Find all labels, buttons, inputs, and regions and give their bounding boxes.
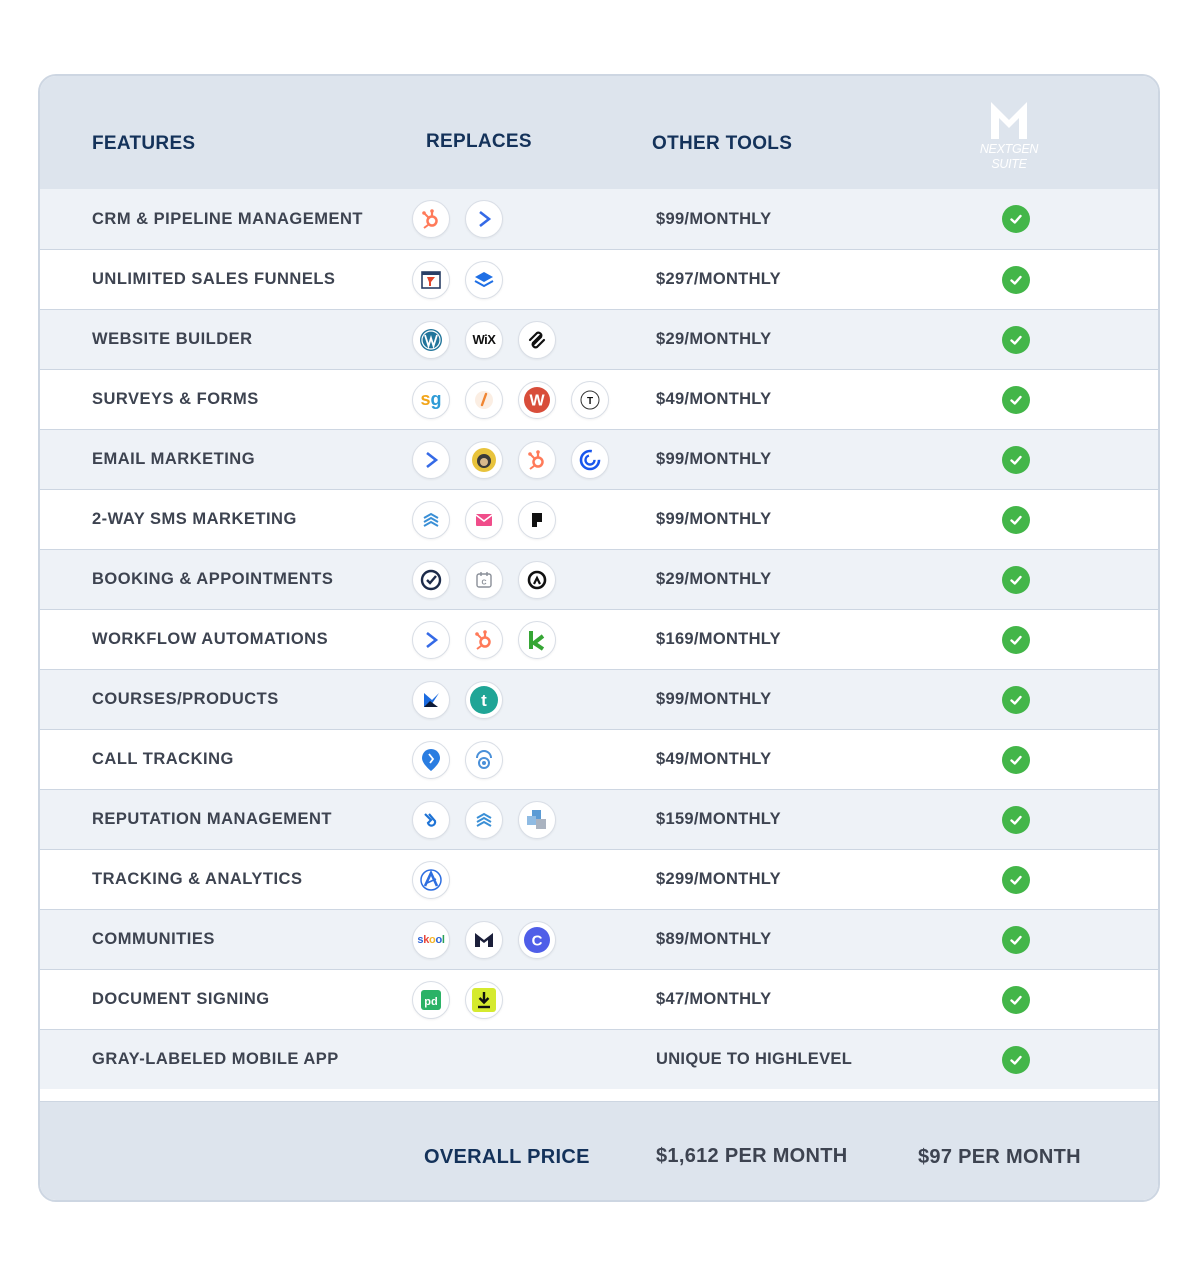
- check-icon: [1002, 266, 1030, 294]
- table-row: [40, 729, 1158, 789]
- callrail-icon: [412, 741, 450, 779]
- suite-total: $97 PER MONTH: [918, 1146, 1081, 1168]
- callsource-icon: [465, 741, 503, 779]
- other-tools-price: $99/MONTHLY: [656, 209, 772, 228]
- constantcontact-icon: [571, 441, 609, 479]
- docsign-icon: [465, 981, 503, 1019]
- reputation-icon: [518, 801, 556, 839]
- check-icon: [1002, 506, 1030, 534]
- check-icon: [1002, 866, 1030, 894]
- table-row: [40, 549, 1158, 609]
- hubspot-icon: [465, 621, 503, 659]
- check-icon: [1002, 446, 1030, 474]
- hubspot-icon: [412, 200, 450, 238]
- other-tools-price: $29/MONTHLY: [656, 570, 772, 588]
- svg-text:pd: pd: [424, 995, 438, 1008]
- check-icon: [1002, 566, 1030, 594]
- table-header: [40, 76, 1158, 189]
- feature-name: CALL TRACKING: [92, 750, 234, 768]
- feature-name: UNLIMITED SALES FUNNELS: [92, 270, 336, 288]
- acuity-icon: [518, 561, 556, 599]
- check-icon: [1002, 986, 1030, 1014]
- table-row: [40, 609, 1158, 669]
- feature-name: TRACKING & ANALYTICS: [92, 870, 303, 888]
- wix-icon: WiX: [465, 321, 503, 359]
- teachable-icon: [465, 681, 503, 719]
- squarespace-icon: [518, 321, 556, 359]
- activecampaign-icon: [412, 621, 450, 659]
- replaced-tools: [412, 370, 624, 429]
- replaced-tools: [412, 850, 465, 909]
- other-tools-price: $299/MONTHLY: [656, 870, 781, 888]
- mighty-icon: [465, 921, 503, 959]
- replaced-tools: [412, 670, 518, 729]
- brand-line1: NEXTGEN: [979, 142, 1039, 156]
- other-tools-price: $99/MONTHLY: [656, 510, 772, 528]
- jotform-icon: [465, 381, 503, 419]
- table-row: [40, 1029, 1158, 1089]
- skool-icon: skool: [412, 921, 450, 959]
- overall-price-label: OVERALL PRICE: [424, 1146, 590, 1168]
- feature-name: EMAIL MARKETING: [92, 450, 256, 468]
- wordpress-icon: [412, 321, 450, 359]
- keap-icon: [518, 621, 556, 659]
- svg-text:T: T: [586, 395, 594, 407]
- check-icon: [1002, 326, 1030, 354]
- activecampaign-icon: [465, 200, 503, 238]
- replaces-heading: REPLACES: [426, 131, 532, 152]
- kajabi-icon: [412, 681, 450, 719]
- replaced-tools: [412, 910, 571, 969]
- feature-name: CRM & PIPELINE MANAGEMENT: [92, 209, 364, 228]
- table-footer: [40, 1101, 1158, 1200]
- svg-text:W: W: [529, 392, 545, 409]
- leadpages-icon: [465, 261, 503, 299]
- replaced-tools: [412, 790, 571, 849]
- replaced-tools: [412, 970, 518, 1029]
- clickfunnels-icon: [412, 261, 450, 299]
- surveygizmo-icon: sg: [412, 381, 450, 419]
- feature-rows: [40, 189, 1158, 1089]
- pandadoc-icon: [412, 981, 450, 1019]
- check-icon: [1002, 686, 1030, 714]
- table-row: [40, 489, 1158, 549]
- table-row: [40, 429, 1158, 489]
- circle-icon: [518, 921, 556, 959]
- check-icon: [1002, 205, 1030, 233]
- brand-text: [974, 142, 1044, 172]
- replaced-tools: [412, 490, 571, 549]
- table-row: [40, 969, 1158, 1029]
- birdeye-icon: [518, 501, 556, 539]
- feature-name: WORKFLOW AUTOMATIONS: [92, 630, 329, 648]
- other-tools-price: $89/MONTHLY: [656, 930, 772, 948]
- brand-line2: SUITE: [991, 157, 1027, 171]
- birdeye-b-icon: [412, 801, 450, 839]
- other-tools-price: $49/MONTHLY: [656, 390, 772, 408]
- other-tools-price: $99/MONTHLY: [656, 450, 772, 468]
- svg-text:t: t: [481, 690, 487, 710]
- replaced-tools: [412, 189, 518, 249]
- other-tools-price: $169/MONTHLY: [656, 630, 781, 648]
- other-tools-price: $99/MONTHLY: [656, 690, 772, 708]
- mailchimp-icon: [465, 441, 503, 479]
- feature-name: COURSES/PRODUCTS: [92, 690, 279, 708]
- activecampaign-icon: [412, 441, 450, 479]
- table-row: [40, 849, 1158, 909]
- podium-icon: [465, 801, 503, 839]
- check-icon: [1002, 806, 1030, 834]
- other-tools-total: $1,612 PER MONTH: [656, 1145, 848, 1167]
- feature-name: REPUTATION MANAGEMENT: [92, 810, 332, 828]
- check-icon: [1002, 626, 1030, 654]
- features-heading: FEATURES: [92, 133, 196, 154]
- table-row: [40, 789, 1158, 849]
- feature-name: 2-WAY SMS MARKETING: [92, 510, 297, 528]
- other-tools-price: $47/MONTHLY: [656, 990, 772, 1008]
- replaced-tools: [412, 550, 571, 609]
- check-icon: [1002, 1046, 1030, 1074]
- podium-icon: [412, 501, 450, 539]
- wufoo-icon: [518, 381, 556, 419]
- table-row: [40, 369, 1158, 429]
- feature-name: DOCUMENT SIGNING: [92, 990, 270, 1008]
- other-tools-price: $49/MONTHLY: [656, 750, 772, 768]
- check-icon: [1002, 746, 1030, 774]
- feature-name: GRAY-LABELED MOBILE APP: [92, 1050, 339, 1068]
- typeform-icon: [571, 381, 609, 419]
- replaced-tools: [412, 730, 518, 789]
- feature-name: BOOKING & APPOINTMENTS: [92, 570, 334, 588]
- replaced-tools: [412, 250, 518, 309]
- calendly-icon: [412, 561, 450, 599]
- hubspot-icon: [518, 441, 556, 479]
- other-tools-price: UNIQUE TO HIGHLEVEL: [656, 1050, 853, 1068]
- other-tools-price: $297/MONTHLY: [656, 270, 781, 288]
- svg-text:C: C: [531, 932, 543, 949]
- brand-m-icon: [974, 98, 1044, 142]
- feature-name: SURVEYS & FORMS: [92, 390, 259, 408]
- replaced-tools: [412, 310, 571, 369]
- replaced-tools: [412, 610, 571, 669]
- feature-name: WEBSITE BUILDER: [92, 330, 253, 348]
- other-tools-heading: OTHER TOOLS: [652, 133, 793, 154]
- table-row: [40, 909, 1158, 969]
- textmagic-icon: [465, 501, 503, 539]
- feature-name: COMMUNITIES: [92, 930, 215, 948]
- svg-text:C: C: [481, 579, 487, 586]
- calendar-icon: [465, 561, 503, 599]
- replaced-tools: [412, 430, 624, 489]
- table-row: [40, 249, 1158, 309]
- table-row: [40, 309, 1158, 369]
- comparison-table: [38, 74, 1160, 1202]
- check-icon: [1002, 926, 1030, 954]
- table-row: [40, 189, 1158, 249]
- check-icon: [1002, 386, 1030, 414]
- analytics-icon: [412, 861, 450, 899]
- other-tools-price: $159/MONTHLY: [656, 810, 781, 828]
- nextgen-suite-logo: [974, 98, 1044, 178]
- other-tools-price: $29/MONTHLY: [656, 330, 772, 348]
- table-row: [40, 669, 1158, 729]
